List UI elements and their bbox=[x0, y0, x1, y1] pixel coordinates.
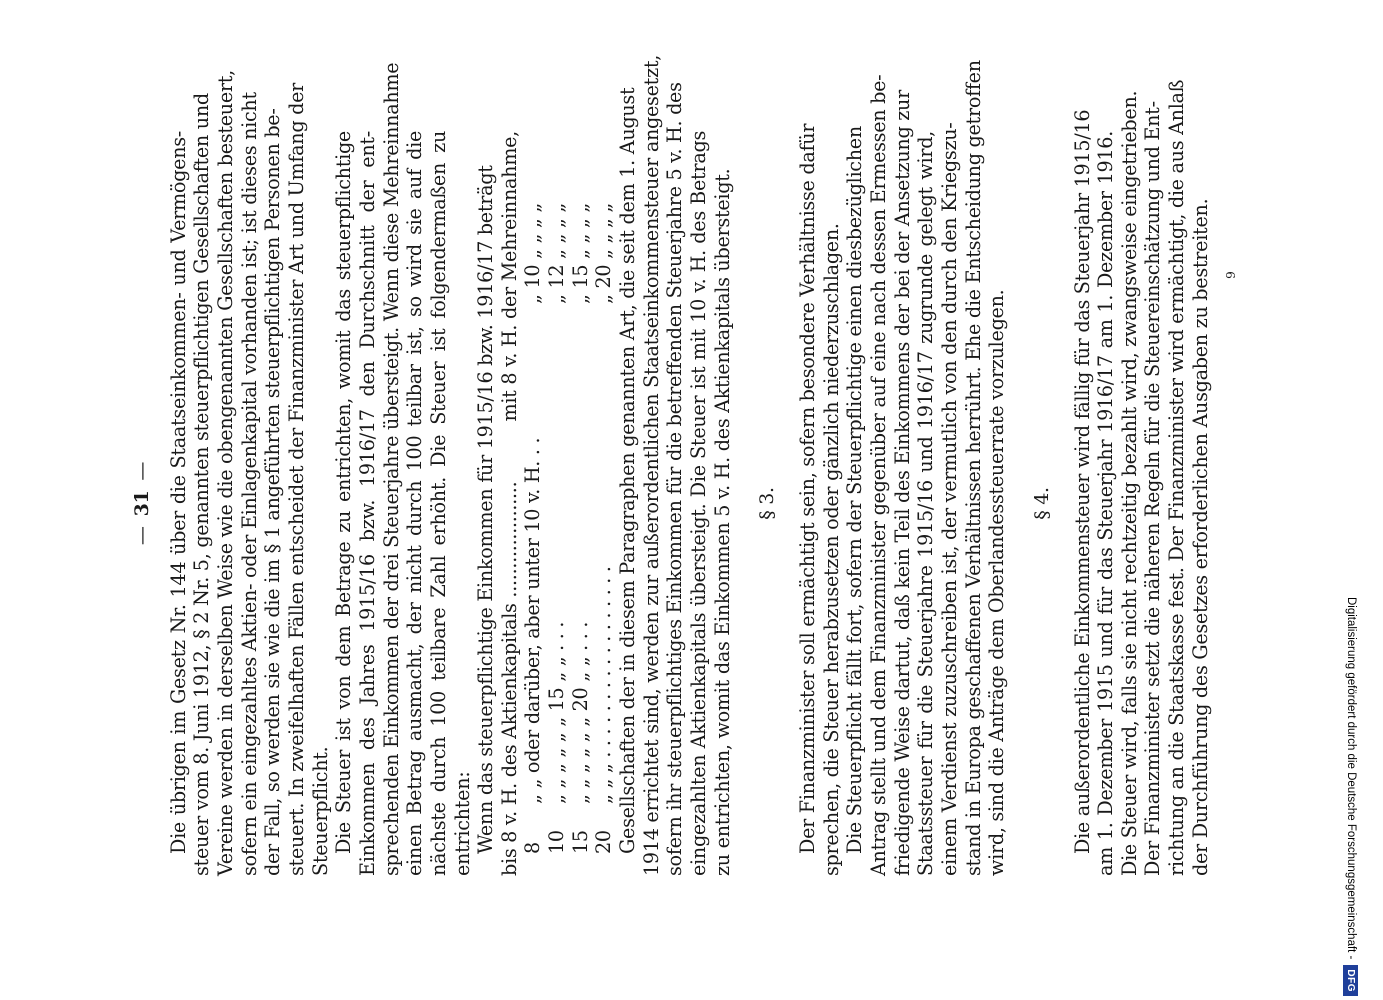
text-line: sprechen, die Steuer herabzusetzen oder gänzlich niederzuschlagen. bbox=[819, 223, 843, 876]
text-line: nächste durch 100 teilbare Zahl erhöht. Die Steuer ist folgendermaßen zu bbox=[426, 131, 450, 876]
paragraph-3 bbox=[616, 54, 734, 876]
rate-from: 20 bbox=[592, 830, 616, 854]
rate-row bbox=[545, 131, 569, 876]
rate-row bbox=[498, 131, 522, 876]
text-line: eingezahlten Aktienkapitals übersteigt. Die Steuer ist mit 10 v. H. des Betrags bbox=[687, 131, 710, 876]
header-dash-right: — bbox=[131, 461, 153, 481]
rate-condition: „ „ „ . . . . . . . . . . . . . . . . . bbox=[592, 566, 616, 804]
rotated-page bbox=[131, 54, 1241, 896]
header-dash-left: — bbox=[131, 526, 153, 546]
rate-result: „ 15 „ „ „ „ bbox=[568, 202, 592, 304]
rate-row bbox=[521, 131, 545, 876]
text-line: Der Finanzminister soll ermächtigt sein, sofern besondere Verhältnisse dafür bbox=[795, 123, 819, 854]
rate-from: 10 bbox=[545, 830, 569, 854]
rate-row bbox=[569, 131, 593, 876]
text-line: Die übrigen im Gesetz Nr. 144 über die Staatseinkommen- und Vermögens- bbox=[166, 131, 190, 854]
text-line: steuer vom 8. Juni 1912, § 2 Nr. 5, genannten steuerpflichtigen Gesellschaften und bbox=[190, 93, 214, 876]
page-text-column bbox=[131, 54, 1212, 876]
rate-condition: „ „ „ „ „ „ 15 „ „ . . . bbox=[545, 621, 569, 804]
text-line: richtung an die Staatskasse fest. Der Finanzminister wird ermächtigt, die aus Anlaß bbox=[1165, 79, 1189, 876]
section-3-heading: § 3. bbox=[756, 487, 779, 520]
text-line: stand in Europa geschaffenen Verhältnissen herrührt. Ehe die Entscheidung getroffen bbox=[961, 60, 985, 876]
text-line: Die außerordentliche Einkommensteuer wird fällig für das Steuerjahr 1915/16 bbox=[1070, 109, 1094, 854]
text-line: Steuerpflicht. bbox=[308, 746, 332, 876]
tax-rate-table bbox=[498, 131, 616, 876]
rate-result: „ 20 „ „ „ „ bbox=[592, 202, 616, 304]
text-line: Staatssteuer für die Steuerjahre 1915/16 und 1916/17 zugrunde gelegt wird, bbox=[914, 131, 938, 876]
text-line: zu entrichten, womit das Einkommen 5 v. H. des Aktienkapitals übersteigt. bbox=[710, 168, 734, 876]
text-line: Vereine werden in derselben Weise wie die obengenannten Gesellschaften besteuert, bbox=[213, 70, 237, 876]
text-line: friedigende Weise dartut, daß kein Teil des Einkommens der bei der Ansetzung zur bbox=[890, 90, 914, 876]
credit-text: Digitalisierung gefördert durch die Deutsche Forschungsgemeinschaft - bbox=[1345, 596, 1357, 960]
text-line: der Durchführung des Gesetzes erforderlichen Ausgaben zu bestreiten. bbox=[1188, 198, 1212, 876]
digitization-credit bbox=[1341, 6, 1383, 996]
text-line: Die Steuerpflicht fällt fort, sofern der Steuerpflichtige einen diesbezüglichen bbox=[843, 126, 867, 854]
text-line: Einkommen des Jahres 1915/16 bzw. 1916/17 den Durchschnitt der ent- bbox=[355, 131, 379, 876]
page-title-number: 31 bbox=[131, 490, 153, 517]
rate-result: „ 10 „ „ „ „ bbox=[521, 202, 545, 304]
text-line: einem Verdienst zuzuschreiben ist, der vermutlich von den durch den Kriegszu- bbox=[937, 122, 961, 876]
text-line: Die Steuer ist von dem Betrage zu entrichten, womit das steuerpflichtige bbox=[332, 131, 356, 854]
rate-result: mit 8 v. H. der Mehreinnahme, bbox=[497, 131, 521, 422]
rates-intro bbox=[474, 131, 498, 876]
section-4-heading: § 4. bbox=[1030, 487, 1053, 520]
rate-result: „ 12 „ „ „ „ bbox=[545, 202, 569, 304]
text-line: Der Finanzminister setzt die näheren Regeln für die Steuereinschätzung und Ent- bbox=[1141, 101, 1165, 876]
section-3-paragraph-2 bbox=[843, 60, 1009, 876]
text-line: 1914 errichtet sind, werden zur außerordentlichen Staatseinkommensteuer angesetzt, bbox=[639, 54, 663, 876]
paragraph-2 bbox=[332, 62, 474, 876]
dfg-logo: DFG bbox=[1344, 965, 1359, 996]
rate-from: 15 bbox=[568, 830, 592, 854]
text-line: der Fall, so werden sie wie die im § 1 angeführten steuerpflichtigen Personen be- bbox=[261, 108, 285, 876]
text-line: entrichten: bbox=[450, 771, 474, 876]
rate-condition: bis 8 v. H. des Aktienkapitals .................... bbox=[497, 481, 521, 876]
text-line: steuert. In zweifelhaften Fällen entscheidet der Finanzminister Art und Umfang der bbox=[284, 82, 308, 876]
section-3-paragraph-1 bbox=[795, 123, 843, 876]
text-line: Antrag stellt und dem Finanzminister gegenüber auf eine nach dessen Ermessen be- bbox=[866, 74, 890, 876]
paragraph-1 bbox=[166, 70, 333, 876]
text-line: sofern ihr steuerpflichtiges Einkommen für die betreffenden Steuerjahre 5 v. H. des bbox=[663, 82, 687, 876]
rate-row bbox=[592, 131, 616, 876]
section-4-paragraph-1 bbox=[1070, 79, 1213, 876]
text-line: sprechenden Einkommen der drei Steuerjahre übersteigt. Wenn diese Mehreinnahme bbox=[379, 62, 403, 876]
page-header bbox=[131, 131, 155, 876]
text-line: Die Steuer wird, falls sie nicht rechtzeitig bezahlt wird, zwangsweise eingetrieben. bbox=[1117, 90, 1141, 876]
text-line: wird, sind die Anträge dem Oberlandessteuerrate vorzulegen. bbox=[985, 289, 1009, 876]
rate-from: 8 bbox=[521, 842, 545, 854]
text-line: am 1. Dezember 1915 und für das Steuerjahr 1916/17 am 1. Dezember 1916. bbox=[1094, 131, 1118, 876]
rate-condition: „ „ „ „ „ „ 20 „ „ . . . bbox=[568, 621, 592, 804]
text-line: Wenn das steuerpflichtige Einkommen für 1915/16 bzw. 1916/17 beträgt bbox=[474, 165, 498, 854]
text-line: einen Betrag ausmacht, der nicht durch 100 teilbar ist, so wird sie auf die bbox=[403, 131, 427, 876]
text-line: sofern ein eingezahltes Aktien- oder Einlagenkapital vorhanden ist; ist dieses nicht bbox=[237, 92, 261, 876]
rate-condition: „ „ oder darüber, aber unter 10 v. H. . . bbox=[521, 437, 545, 804]
text-line: Gesellschaften der in diesem Paragraphen genannten Art, die seit dem 1. August bbox=[616, 87, 640, 854]
sheet-number: 9 bbox=[1223, 271, 1238, 279]
